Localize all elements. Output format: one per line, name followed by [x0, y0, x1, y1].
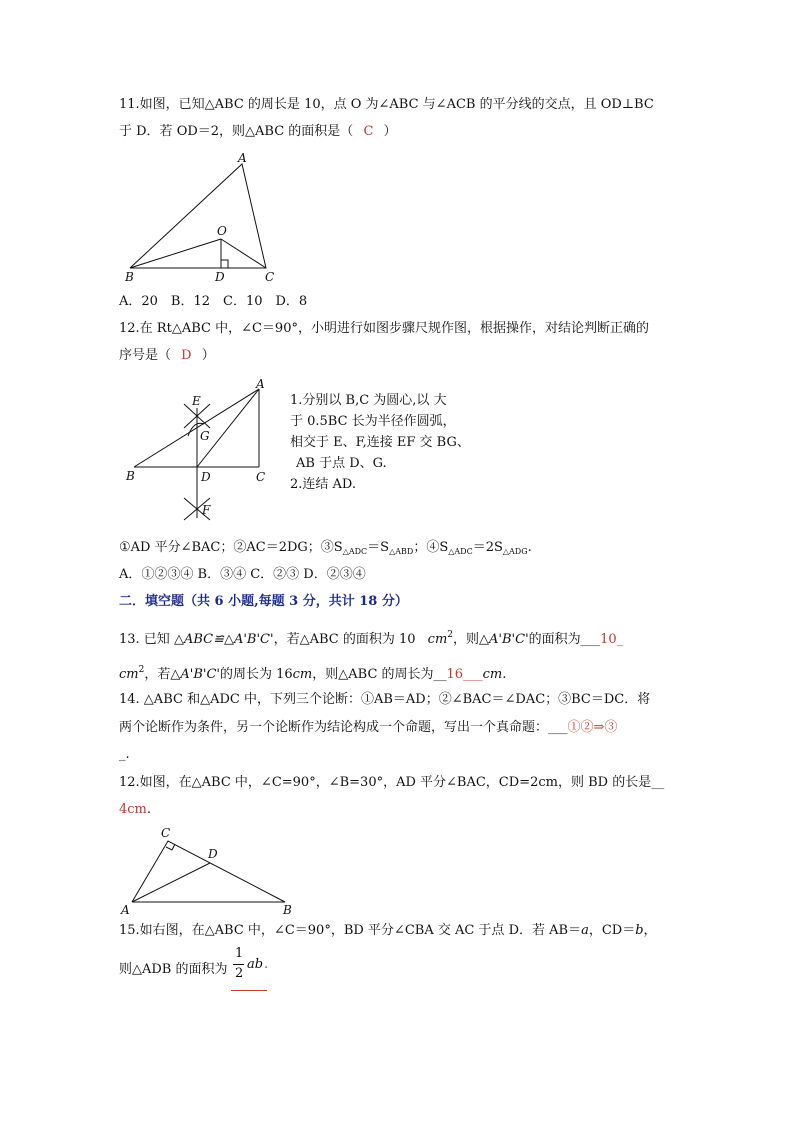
q13-line1 — [119, 625, 623, 650]
q15-mid: ，CD＝ — [588, 923, 636, 938]
q15-a: a — [581, 923, 589, 938]
q12a-stmt-5: . — [527, 540, 532, 555]
q14-text: 两个论断作为条件，另一个论断作为结论构成一个命题，写出一个真命题：___ — [119, 720, 568, 735]
q13-p3: ，则 — [453, 632, 480, 647]
q13-answer-1: 10_ — [600, 632, 624, 647]
q11-line2 — [119, 122, 397, 142]
q12a-sub-4: △ADG — [502, 547, 528, 556]
q12a-sub-3: △ADC — [448, 547, 473, 556]
q11-bo — [130, 239, 221, 268]
q12a-stmt-2: ＝S — [367, 540, 390, 555]
q13-p4: 的面积为___ — [528, 632, 601, 647]
q12a-step-3: 相交于 E、F,连接 EF 交 BG、 — [290, 435, 470, 450]
q12a-line2 — [119, 346, 215, 366]
q11-label-d: D — [215, 270, 225, 284]
q15-dot: . — [264, 957, 269, 972]
q11-line1: 11.如图，已知△ABC 的周长是 10，点 O 为∠ABC 与∠ACB 的平分线的交点，且 OD⊥BC — [119, 97, 654, 112]
q13-p1: 13. 已知 — [119, 632, 170, 647]
q15-text: 15.如右图，在△ABC 中，∠C＝90°，BD 平分∠CBA 交 AC 于点 D．若 AB＝ — [119, 923, 582, 938]
q12a-step-2: 于 0.5BC 长为半径作圆弧， — [290, 414, 456, 429]
q12a-label-f: F — [202, 503, 211, 517]
q14-answer: ①②⇒③ — [567, 720, 618, 735]
q15-numerator: 1 — [235, 946, 244, 961]
q12b-right-angle — [166, 844, 175, 850]
q12b-line2 — [119, 800, 151, 820]
q14-line2 — [119, 718, 617, 738]
q11-label-o: O — [217, 224, 227, 238]
q12a-figure — [122, 378, 282, 528]
q13-l2-cm: cm — [292, 667, 313, 682]
q11-text-end: ） — [383, 124, 397, 139]
q12a-label-g: G — [200, 429, 210, 443]
q15-fraction-bar — [233, 964, 244, 965]
q12a-stmt-1: ①AD 平分∠BAC；②AC＝2DG；③S — [119, 540, 343, 555]
q12a-stmt-4: ＝2S — [472, 540, 503, 555]
q13-l2-p1: ，若 — [144, 667, 171, 682]
q11-label-b: B — [125, 270, 134, 284]
q14-line3: _. — [119, 747, 130, 762]
q12a-sub-2: △ABD — [389, 547, 414, 556]
q12a-label-e: E — [192, 394, 201, 408]
q12a-statements — [119, 538, 532, 562]
q11-triangle — [130, 164, 266, 268]
q13-sq: 2 — [447, 630, 454, 640]
q13-answer-2: 16___ — [446, 667, 483, 682]
q11-figure — [118, 150, 288, 285]
q12a-step-5: 2.连结 AD. — [290, 477, 357, 492]
q11-options: A．20 B．12 C．10 D．8 — [119, 294, 308, 309]
q12b-figure — [115, 824, 300, 916]
q15-end: ， — [643, 923, 657, 938]
q13-l2-sq: 2 — [138, 665, 145, 675]
q12b-label-a: A — [121, 903, 130, 916]
q12a-label-a: A — [256, 378, 265, 391]
q12a-stmt-3: ；④S — [413, 540, 449, 555]
q12a-label-d: D — [201, 470, 211, 484]
q12a-options: A．①②③④ B．③④ C．②③ D．②③④ — [119, 567, 366, 582]
q12a-step-1: 1.分别以 B,C 为圆心,以 大 — [290, 393, 447, 408]
q12a-line1: 12.在 Rt△ABC 中，∠C＝90°，小明进行如图步骤尺规作图，根据操作，对结论判断正确的 — [119, 321, 649, 336]
q11-answer: C — [363, 124, 374, 139]
q13-p2: ，若△ABC 的面积为 10 — [273, 632, 416, 647]
q15-denominator: 2 — [235, 966, 244, 981]
q12a-text-end: ） — [201, 348, 215, 363]
q12a-text: 序号是（ — [119, 348, 172, 363]
q15-b: b — [635, 923, 644, 938]
q12b-label-b: B — [283, 903, 292, 916]
q12a-sub-1: △ADC — [342, 547, 368, 556]
q12b-label-d: D — [208, 847, 218, 861]
q12a-step-4: AB 于点 D、G. — [296, 456, 387, 471]
q13-tri2: △A'B'C' — [479, 632, 529, 647]
section-2-title: 二．填空题（共 6 小题,每题 3 分，共计 18 分） — [119, 594, 408, 609]
q13-l2-p3: ，则△ABC 的周长为__ — [312, 667, 447, 682]
q11-label-a: A — [238, 151, 247, 165]
q12b-line1: 12.如图，在△ABC 中，∠C=90°，∠B=30°，AD 平分∠BAC，CD=2cm，则 BD 的长是__ — [119, 775, 665, 790]
q13-l2-tri: △A'B'C' — [170, 667, 220, 682]
q12b-answer: 4cm — [119, 802, 147, 817]
q12a-label-b: B — [126, 469, 135, 483]
q13-unit: cm — [427, 632, 448, 647]
q15-answer-underline — [231, 990, 267, 991]
q12b-label-c: C — [161, 826, 171, 840]
q13-l2-p2: 的周长为 16 — [219, 667, 293, 682]
q13-congruence: △ABC≌△A'B'C' — [173, 632, 274, 647]
q13-l2-cm2: cm — [482, 667, 503, 682]
q14-line1: 14. △ABC 和△ADC 中，下列三个论断：①AB＝AD；②∠BAC＝∠DAC；③BC＝DC．将 — [119, 692, 651, 707]
q12b-end: . — [146, 802, 152, 817]
q15-line2: 则△ADB 的面积为 — [119, 962, 228, 977]
q12a-label-c: C — [256, 470, 266, 484]
q15-ab: ab — [247, 957, 264, 972]
q15-line1 — [119, 921, 657, 941]
q11-right-angle — [221, 260, 228, 268]
q11-label-c: C — [265, 270, 275, 284]
q12a-answer: D — [181, 348, 192, 363]
q13-line2 — [119, 660, 506, 685]
q13-l2-unit: cm — [119, 667, 139, 682]
q12a-ad — [197, 389, 259, 467]
q13-l2-end: . — [502, 667, 507, 682]
q11-text: 于 D．若 OD＝2，则△ABC 的面积是（ — [119, 124, 354, 139]
